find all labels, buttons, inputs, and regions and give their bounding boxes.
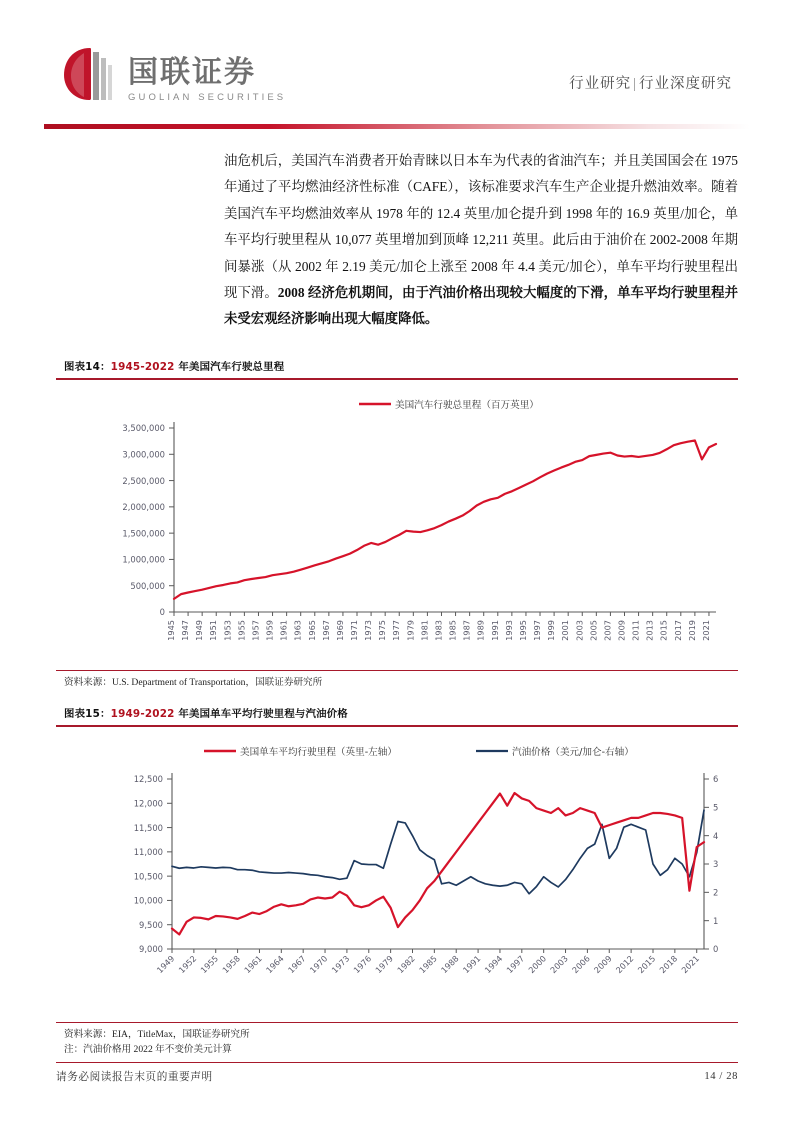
svg-text:2,500,000: 2,500,000 <box>122 475 165 486</box>
figure-15-note: 注：汽油价格用 2022 年不变价美元计算 <box>64 1043 232 1055</box>
svg-text:4: 4 <box>713 830 719 841</box>
svg-text:1991: 1991 <box>489 619 500 641</box>
svg-text:1964: 1964 <box>263 952 286 975</box>
svg-text:1993: 1993 <box>503 619 514 641</box>
company-logo <box>62 46 286 102</box>
header-label-industry: 行业研究 <box>569 76 632 92</box>
figure-14-plot-area <box>56 380 738 670</box>
svg-text:12,000: 12,000 <box>133 798 163 809</box>
svg-text:1976: 1976 <box>351 952 374 975</box>
figure-14 <box>56 355 738 690</box>
svg-text:12,500: 12,500 <box>133 773 163 784</box>
svg-text:0: 0 <box>159 606 165 617</box>
svg-text:1995: 1995 <box>517 619 528 641</box>
page-header <box>0 0 794 130</box>
svg-text:2021: 2021 <box>701 619 711 641</box>
logo-company-en: GUOLIAN SECURITIES <box>128 91 287 103</box>
svg-text:1: 1 <box>713 915 719 926</box>
svg-text:1985: 1985 <box>417 952 439 975</box>
svg-text:2001: 2001 <box>560 619 571 641</box>
svg-text:1961: 1961 <box>242 952 264 975</box>
svg-text:1975: 1975 <box>377 619 388 641</box>
svg-text:美国汽车行驶总里程（百万英里）: 美国汽车行驶总里程（百万英里） <box>395 399 539 411</box>
svg-text:1955: 1955 <box>198 952 221 975</box>
figure-15-label: 图表15： <box>64 708 111 720</box>
svg-text:2015: 2015 <box>635 952 658 975</box>
svg-text:2009: 2009 <box>616 619 627 641</box>
svg-text:1969: 1969 <box>334 619 345 641</box>
footer-page-number: 14 / 28 <box>704 1071 738 1083</box>
figure-14-label: 图表14： <box>64 361 111 373</box>
svg-text:2009: 2009 <box>591 952 614 975</box>
figure-14-title-rest: 年美国汽车行驶总里程 <box>174 361 285 373</box>
svg-text:2003: 2003 <box>574 619 585 641</box>
svg-text:3: 3 <box>713 858 719 869</box>
svg-text:2013: 2013 <box>644 619 655 641</box>
svg-text:1971: 1971 <box>349 619 359 641</box>
logo-mark-icon <box>62 46 118 102</box>
svg-text:1999: 1999 <box>546 619 557 641</box>
svg-text:2003: 2003 <box>548 952 570 975</box>
svg-text:11,500: 11,500 <box>133 822 163 833</box>
svg-text:1961: 1961 <box>278 619 289 641</box>
svg-text:1985: 1985 <box>447 619 458 641</box>
svg-text:500,000: 500,000 <box>130 580 165 591</box>
figure-15-plot-area <box>56 727 738 1022</box>
svg-text:1,500,000: 1,500,000 <box>122 527 165 538</box>
svg-text:2,000,000: 2,000,000 <box>122 501 165 512</box>
svg-text:1982: 1982 <box>395 952 417 975</box>
svg-text:1959: 1959 <box>264 619 275 641</box>
svg-text:3,500,000: 3,500,000 <box>122 422 165 433</box>
svg-text:10,000: 10,000 <box>133 895 163 906</box>
svg-text:1949: 1949 <box>194 619 205 641</box>
svg-text:6: 6 <box>713 773 719 784</box>
figure-14-source: 资料来源：U.S. Department of Transportation，国联证券研究所 <box>64 676 323 688</box>
figure-15-years: 1949-2022 <box>110 708 175 720</box>
svg-text:2: 2 <box>713 887 719 898</box>
header-divider <box>44 124 750 129</box>
header-separator: | <box>633 76 637 92</box>
svg-text:1981: 1981 <box>419 619 430 641</box>
svg-text:11,000: 11,000 <box>133 846 163 857</box>
svg-text:1987: 1987 <box>461 619 472 641</box>
svg-text:1,000,000: 1,000,000 <box>122 554 165 565</box>
body-paragraph <box>224 148 738 333</box>
svg-text:2011: 2011 <box>630 619 641 641</box>
page-footer <box>56 1062 738 1084</box>
paragraph-bold-text: 2008 经济危机期间，由于汽油价格出现较大幅度的下滑，单车平均行驶里程并未受宏观经济影响出现大幅度降低。 <box>224 285 738 327</box>
svg-text:1979: 1979 <box>405 619 416 641</box>
svg-text:2006: 2006 <box>570 952 592 975</box>
svg-text:2021: 2021 <box>679 952 702 975</box>
svg-text:1949: 1949 <box>154 952 177 975</box>
svg-text:2012: 2012 <box>613 952 636 975</box>
svg-text:1988: 1988 <box>438 952 461 975</box>
svg-text:1965: 1965 <box>306 619 317 641</box>
figure-14-title <box>56 355 738 378</box>
svg-text:1951: 1951 <box>208 619 219 641</box>
figure-15-source: 资料来源：EIA，TitleMax，国联证券研究所 <box>64 1028 250 1040</box>
svg-text:1983: 1983 <box>433 619 444 641</box>
svg-text:1977: 1977 <box>391 619 402 641</box>
svg-text:1973: 1973 <box>329 952 352 975</box>
svg-text:1991: 1991 <box>460 952 483 975</box>
svg-text:1994: 1994 <box>482 952 505 975</box>
svg-text:1989: 1989 <box>475 619 486 641</box>
figure-14-years: 1945-2022 <box>110 361 175 373</box>
svg-text:1953: 1953 <box>222 619 233 641</box>
svg-text:1945: 1945 <box>166 619 176 641</box>
figure-15 <box>56 702 738 1057</box>
figure-15-chart <box>56 727 738 1022</box>
paragraph-plain-text: 油危机后，美国汽车消费者开始青睐以日本车为代表的省油汽车；并且美国国会在 1975 年通过了平均燃油经济性标准（CAFE），该标准要求汽车生产企业提升燃油效率。随着美国汽车平均燃油效率从 1978 年的 12.4 英里/加仑提升到 1998 年的 16.9 英里/加仑，单车平均行驶里程从 10,077 英里增加到顶峰 12,211 英里。此后由于油价在 2002-2008 年期间暴涨（从 2002 年 2.19 美元/加仑上涨至 2008 年 4.4 美元/加仑），单车平均行驶里程出现下滑。 <box>224 153 738 301</box>
svg-text:汽油价格（美元/加仑-右轴）: 汽油价格（美元/加仑-右轴） <box>512 746 634 758</box>
svg-text:2015: 2015 <box>658 619 669 641</box>
logo-text <box>128 54 287 103</box>
svg-text:1967: 1967 <box>320 619 331 641</box>
svg-text:1979: 1979 <box>373 952 396 975</box>
svg-text:1997: 1997 <box>504 952 527 975</box>
svg-text:1967: 1967 <box>285 952 308 975</box>
svg-text:1957: 1957 <box>250 619 261 641</box>
svg-text:2000: 2000 <box>526 952 549 975</box>
svg-text:5: 5 <box>713 802 719 813</box>
svg-text:2007: 2007 <box>602 619 613 641</box>
svg-text:1947: 1947 <box>180 619 191 641</box>
header-research-labels <box>569 72 732 93</box>
svg-text:2019: 2019 <box>686 619 697 641</box>
figure-14-footer <box>56 670 738 690</box>
figure-15-title <box>56 702 738 725</box>
svg-text:9,000: 9,000 <box>139 943 163 954</box>
svg-text:0: 0 <box>713 943 719 954</box>
svg-text:1973: 1973 <box>363 619 374 641</box>
svg-text:2005: 2005 <box>588 619 599 641</box>
svg-text:1997: 1997 <box>532 619 542 641</box>
svg-text:9,500: 9,500 <box>139 919 163 930</box>
svg-text:3,000,000: 3,000,000 <box>122 449 165 460</box>
svg-text:1955: 1955 <box>236 619 247 641</box>
figure-15-footer <box>56 1022 738 1057</box>
svg-text:美国单车平均行驶里程（英里-左轴）: 美国单车平均行驶里程（英里-左轴） <box>240 746 397 758</box>
svg-text:10,500: 10,500 <box>133 870 163 881</box>
svg-text:2018: 2018 <box>657 952 680 975</box>
svg-text:1963: 1963 <box>292 619 303 641</box>
figure-15-title-rest: 年美国单车平均行驶里程与汽油价格 <box>174 708 348 720</box>
svg-text:1958: 1958 <box>220 952 243 975</box>
footer-disclaimer: 请务必阅读报告末页的重要声明 <box>56 1072 213 1084</box>
svg-text:1952: 1952 <box>176 952 199 975</box>
header-label-depth: 行业深度研究 <box>639 76 732 92</box>
logo-company-cn: 国联证券 <box>128 54 256 90</box>
svg-text:2017: 2017 <box>672 619 683 641</box>
svg-text:1970: 1970 <box>307 952 330 975</box>
figure-14-chart <box>56 380 738 670</box>
